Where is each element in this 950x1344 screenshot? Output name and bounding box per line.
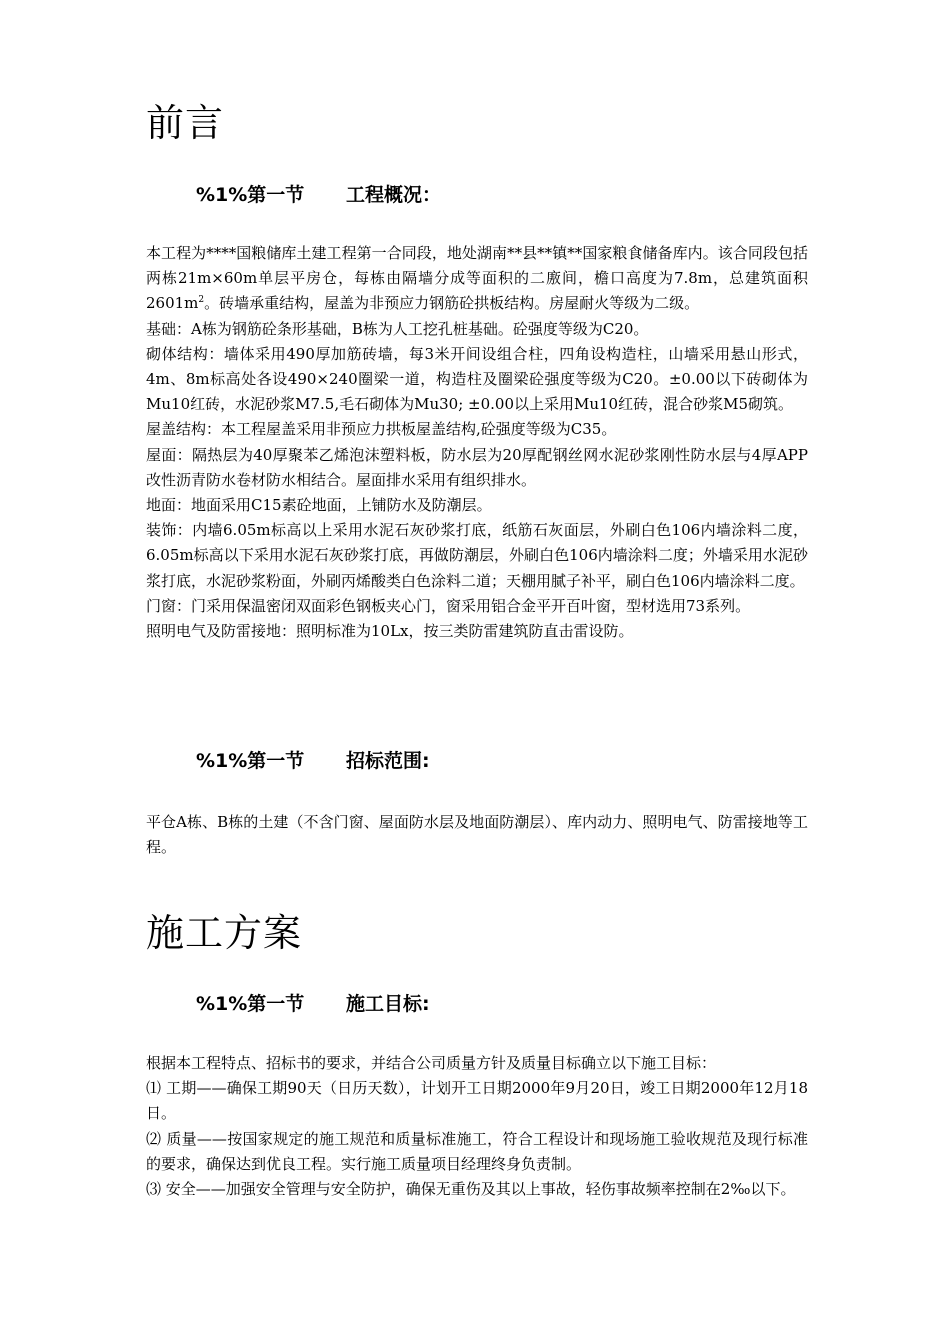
subheading-construction-goals bbox=[196, 991, 430, 1017]
paragraph: 装饰：内墙6.05m标高以上采用水泥石灰砂浆打底，纸筋石灰面层，外刷白色106内墙涂料二度，6.05m标高以下采用水泥石灰砂浆打底，再做防潮层，外刷白色106内墙涂料二度；外墙采用水泥砂浆打底，水泥砂浆粉面，外刷丙烯酸类白色涂料二道；天棚用腻子补平，刷白色106内墙涂料二度。 bbox=[146, 521, 808, 590]
paragraph: 照明电气及防雷接地：照明标准为10Lx，按三类防雷建筑防直击雷设防。 bbox=[146, 622, 634, 641]
paragraph-text: 本工程为****国粮储库土建工程第一合同段，地处湖南**县**镇**国家粮食储备库内。该合同段包括两栋21m×60m单层平房仓，每栋由隔墙分成等面积的二廒间，檐口高度为7.8m，总建筑面积2601m bbox=[146, 244, 808, 313]
paragraph: 基础：A栋为钢筋砼条形基础，B栋为人工挖孔桩基础。砼强度等级为C20。 bbox=[146, 319, 649, 338]
subheading-number: %1%第一节 bbox=[196, 993, 305, 1015]
bid-scope-body bbox=[146, 810, 808, 860]
paragraph: ⑵ 质量——按国家规定的施工规范和质量标准施工，符合工程设计和现场施工验收规范及现行标准的要求，确保达到优良工程。实行施工质量项目经理终身负责制。 bbox=[146, 1129, 808, 1173]
paragraph: 地面：地面采用C15素砼地面，上铺防水及防潮层。 bbox=[146, 496, 492, 515]
paragraph-text: 。 bbox=[204, 294, 220, 313]
subheading-number: %1%第一节 bbox=[196, 750, 305, 772]
paragraph bbox=[146, 241, 808, 317]
paragraph: ⑴ 工期——确保工期90天（日历天数），计划开工日期2000年9月20日，竣工日期2000年12月18日。 bbox=[146, 1079, 808, 1123]
subheading-title: 施工目标: bbox=[346, 993, 430, 1015]
subheading-bid-scope bbox=[196, 748, 430, 774]
paragraph: ⑶ 安全——加强安全管理与安全防护，确保无重伤及其以上事故，轻伤事故频率控制在2‰以下。 bbox=[146, 1180, 796, 1199]
subheading-number: %1%第一节 bbox=[196, 184, 305, 206]
paragraph-text: 砖墙承重结构，屋盖为非预应力钢筋砼拱板结构。房屋耐火等级为二级。 bbox=[219, 294, 700, 313]
paragraph: 屋面：隔热层为40厚聚苯乙烯泡沫塑料板，防水层为20厚配钢丝网水泥砂浆刚性防水层与4厚APP改性沥青防水卷材防水相结合。屋面排水采用有组织排水。 bbox=[146, 445, 808, 489]
project-overview-body bbox=[146, 241, 808, 644]
paragraph: 屋盖结构：本工程屋盖采用非预应力拱板屋盖结构,砼强度等级为C35。 bbox=[146, 420, 617, 439]
subheading-title: 工程概况： bbox=[346, 184, 442, 206]
heading-foreword: 前言 bbox=[146, 101, 225, 145]
heading-construction-plan: 施工方案 bbox=[146, 911, 303, 955]
construction-goals-body bbox=[146, 1051, 808, 1202]
subheading-project-overview bbox=[196, 182, 441, 208]
subheading-title: 招标范围: bbox=[346, 750, 430, 772]
superscript: 2 bbox=[198, 295, 205, 306]
paragraph: 平仓A栋、B栋的土建（不含门窗、屋面防水层及地面防潮层）、库内动力、照明电气、防雷接地等工程。 bbox=[146, 813, 808, 857]
paragraph: 砌体结构：墙体采用490厚加筋砖墙，每3米开间设组合柱，四角设构造柱，山墙采用悬山形式，4m、8m标高处各设490×240圈梁一道，构造柱及圈梁砼强度等级为C20。±0.00以下砖砌体为Mu10红砖，水泥砂浆M7.5,毛石砌体为Mu30; ±0.00以上采用Mu10红砖，混合砂浆M5砌筑。 bbox=[146, 344, 808, 414]
paragraph: 门窗：门采用保温密闭双面彩色钢板夹心门，窗采用铝合金平开百叶窗，型材选用73系列。 bbox=[146, 596, 751, 615]
paragraph: 根据本工程特点、招标书的要求，并结合公司质量方针及质量目标确立以下施工目标： bbox=[146, 1054, 717, 1072]
